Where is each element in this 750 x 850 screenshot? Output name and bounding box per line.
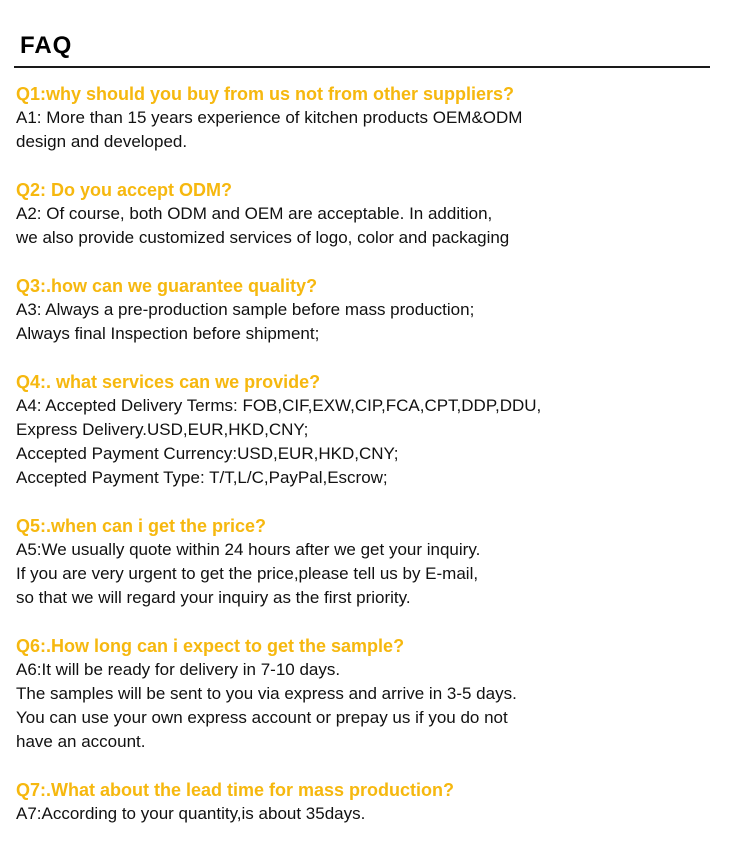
faq-answer-line: so that we will regard your inquiry as the first priority.: [16, 588, 411, 607]
faq-question: Q3:.how can we guarantee quality?: [16, 276, 318, 296]
faq-question: Q5:.when can i get the price?: [16, 516, 267, 536]
faq-item-q5: [16, 514, 736, 610]
faq-answer-line: A7:According to your quantity,is about 35days.: [16, 804, 366, 823]
faq-answer-line: A2: Of course, both ODM and OEM are acceptable. In addition,: [16, 204, 493, 223]
title-divider: [14, 66, 710, 68]
faq-answer-line: A6:It will be ready for delivery in 7-10 days.: [16, 660, 341, 679]
faq-answer-line: A1: More than 15 years experience of kitchen products OEM&ODM: [16, 108, 523, 127]
page-title: FAQ: [20, 32, 73, 59]
faq-item-q3: [16, 274, 736, 346]
faq-question: Q7:.What about the lead time for mass production?: [16, 780, 455, 800]
faq-question: Q4:. what services can we provide?: [16, 372, 321, 392]
faq-answer-line: Accepted Payment Currency:USD,EUR,HKD,CNY;: [16, 444, 399, 463]
faq-list: [16, 82, 736, 850]
faq-answer-line: Express Delivery.USD,EUR,HKD,CNY;: [16, 420, 309, 439]
faq-answer-line: If you are very urgent to get the price,please tell us by E-mail,: [16, 564, 479, 583]
faq-item-q6: [16, 634, 736, 754]
faq-item-q4: [16, 370, 736, 490]
faq-answer-line: A3: Always a pre-production sample before mass production;: [16, 300, 475, 319]
faq-question: Q1:why should you buy from us not from other suppliers?: [16, 84, 515, 104]
faq-question: Q2: Do you accept ODM?: [16, 180, 233, 200]
faq-question: Q6:.How long can i expect to get the sample?: [16, 636, 405, 656]
faq-answer-line: Accepted Payment Type: T/T,L/C,PayPal,Escrow;: [16, 468, 388, 487]
faq-answer-line: The samples will be sent to you via express and arrive in 3-5 days.: [16, 684, 517, 703]
faq-item-q1: [16, 82, 736, 154]
faq-answer-line: design and developed.: [16, 132, 188, 151]
faq-answer-line: we also provide customized services of logo, color and packaging: [16, 228, 510, 247]
faq-answer-line: A4: Accepted Delivery Terms: FOB,CIF,EXW,CIP,FCA,CPT,DDP,DDU,: [16, 396, 542, 415]
faq-answer-line: have an account.: [16, 732, 146, 751]
faq-answer-line: Always final Inspection before shipment;: [16, 324, 320, 343]
faq-answer-line: A5:We usually quote within 24 hours after we get your inquiry.: [16, 540, 481, 559]
faq-item-q7: [16, 778, 736, 826]
faq-item-q2: [16, 178, 736, 250]
faq-answer-line: You can use your own express account or prepay us if you do not: [16, 708, 508, 727]
